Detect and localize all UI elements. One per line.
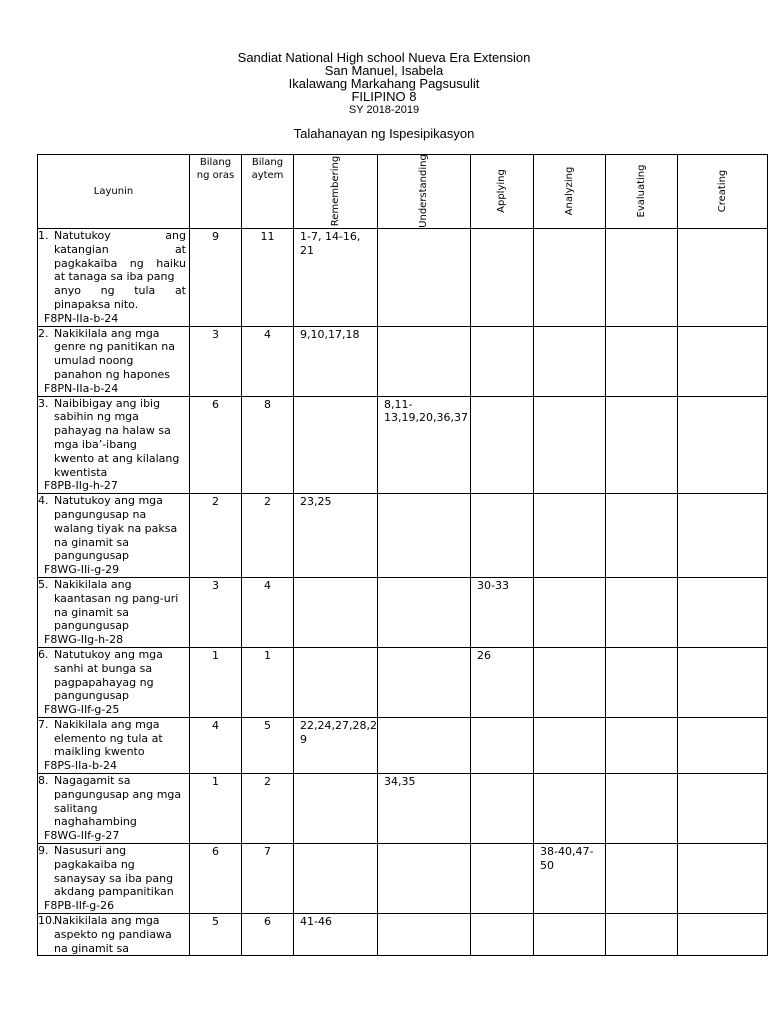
- objective-line: pinapaksa nito.: [54, 297, 139, 311]
- objective-line: pagkakaiba ng: [54, 857, 135, 871]
- objective-line: na ginamit sa: [54, 605, 130, 619]
- applying-cell: [471, 717, 534, 773]
- remembering-cell: 1-7, 14-16, 21: [294, 229, 378, 327]
- applying-cell: [471, 914, 534, 956]
- objective-cell: [38, 396, 190, 494]
- header-applying-label: Applying: [496, 169, 508, 213]
- objective-cell: [38, 717, 190, 773]
- objective-line: Natutukoy ang mga: [54, 647, 163, 661]
- items-cell: 8: [242, 396, 294, 494]
- table-row: [38, 494, 768, 578]
- remembering-cell: 41-46: [294, 914, 378, 956]
- objective-number: 1.: [38, 229, 49, 242]
- analyzing-cell: [534, 774, 606, 844]
- objective-cell: [38, 494, 190, 578]
- creating-cell: [678, 844, 768, 914]
- exam-title: Ikalawang Markahang Pagsusulit: [288, 76, 480, 91]
- objective-line: genre ng panitikan na: [54, 340, 175, 354]
- remembering-cell: [294, 647, 378, 717]
- objective-line: maikling kwento: [54, 745, 145, 759]
- applying-cell: [471, 326, 534, 396]
- objective-number: 7.: [38, 717, 49, 731]
- analyzing-cell: [534, 396, 606, 494]
- creating-cell: [678, 229, 768, 327]
- objective-line: sanhi at bunga sa: [54, 661, 153, 675]
- applying-cell: [471, 844, 534, 914]
- objective-number: 8.: [38, 774, 49, 788]
- objective-line: elemento ng tula at: [54, 731, 163, 745]
- header-creating-label: Creating: [716, 169, 728, 213]
- items-cell: 5: [242, 717, 294, 773]
- objective-number: 2.: [38, 326, 49, 340]
- objective-line: F8WG-IIi-g-29: [44, 563, 120, 577]
- header-remembering: [294, 155, 378, 229]
- objective-line: pagkakaiba ng haiku: [54, 256, 186, 270]
- evaluating-cell: [606, 647, 678, 717]
- objective-line: naghahambing: [54, 815, 137, 829]
- objective-line: Natutukoy ang mga: [54, 494, 163, 508]
- analyzing-cell: [534, 326, 606, 396]
- creating-cell: [678, 494, 768, 578]
- objective-line: pagpapahayag ng: [54, 675, 154, 689]
- objective-line: Nakikilala ang mga: [54, 326, 160, 340]
- header-items-line1: Bilang: [251, 157, 284, 168]
- creating-cell: [678, 396, 768, 494]
- objective-line: Natutukoy ang: [54, 229, 186, 242]
- hours-cell: 1: [190, 774, 242, 844]
- objective-text: [44, 647, 186, 717]
- remembering-cell: 22,24,27,28,29: [294, 717, 378, 773]
- understanding-cell: [378, 717, 471, 773]
- evaluating-cell: [606, 494, 678, 578]
- objective-line: aspekto ng pandiawa: [54, 927, 172, 941]
- objective-line: na ginamit sa: [54, 941, 130, 955]
- items-cell: 1: [242, 647, 294, 717]
- objective-line: Nagagamit sa: [54, 774, 131, 788]
- table-row: [38, 577, 768, 647]
- hours-cell: 9: [190, 229, 242, 327]
- evaluating-cell: [606, 914, 678, 956]
- school-location: San Manuel, Isabela: [324, 63, 444, 78]
- objective-line: kwento at ang kilalang: [54, 451, 180, 465]
- evaluating-cell: [606, 396, 678, 494]
- objective-number: 4.: [38, 494, 49, 508]
- objective-line: kaantasan ng pang-uri: [54, 591, 179, 605]
- items-cell: 7: [242, 844, 294, 914]
- objective-text: [44, 774, 186, 843]
- creating-cell: [678, 914, 768, 956]
- analyzing-cell: [534, 577, 606, 647]
- table-header-row: [38, 155, 768, 229]
- header-hours: [190, 155, 242, 229]
- header-items-line2: aytem: [251, 170, 284, 181]
- objective-line: Naibibigay ang ibig: [54, 396, 161, 410]
- understanding-cell: [378, 577, 471, 647]
- table-row: [38, 914, 768, 956]
- evaluating-cell: [606, 717, 678, 773]
- objective-text: [54, 914, 186, 955]
- understanding-cell: [378, 229, 471, 327]
- evaluating-cell: [606, 229, 678, 327]
- items-cell: 6: [242, 914, 294, 956]
- table-row: [38, 326, 768, 396]
- objective-line: umulad noong: [54, 354, 134, 368]
- objective-line: walang tiyak na paksa: [54, 521, 178, 535]
- understanding-cell: 8,11-13,19,20,36,37: [378, 396, 471, 494]
- objective-text: [44, 229, 186, 326]
- objective-line: katangian at: [54, 242, 186, 256]
- objective-line: anyo ng tula at: [54, 284, 186, 298]
- analyzing-cell: [534, 914, 606, 956]
- school-year: SY 2018-2019: [348, 104, 420, 116]
- objective-line: F8WG-IIg-h-28: [44, 633, 124, 647]
- objective-line: Nasusuri ang: [54, 844, 127, 858]
- objective-line: panahon ng hapones: [54, 367, 170, 381]
- objective-line: pangungusap: [54, 689, 130, 703]
- items-cell: 4: [242, 326, 294, 396]
- objective-line: F8PN-IIa-b-24: [44, 311, 119, 325]
- header-hours-line2: ng oras: [196, 170, 235, 181]
- objective-line: pangungusap na: [54, 507, 147, 521]
- objective-cell: [38, 577, 190, 647]
- table-row: [38, 774, 768, 844]
- remembering-cell: 9,10,17,18: [294, 326, 378, 396]
- header-applying: [471, 155, 534, 229]
- table-row: [38, 396, 768, 494]
- remembering-cell: 23,25: [294, 494, 378, 578]
- header-creating: [678, 155, 768, 229]
- objective-line: pangungusap: [54, 619, 130, 633]
- objective-cell: [38, 844, 190, 914]
- objective-line: kwentista: [54, 465, 108, 479]
- analyzing-cell: [534, 717, 606, 773]
- applying-cell: [471, 494, 534, 578]
- table-row: [38, 717, 768, 773]
- remembering-cell: [294, 844, 378, 914]
- objective-text: [44, 577, 186, 647]
- objective-cell: [38, 326, 190, 396]
- objective-line: mga iba’-ibang: [54, 437, 137, 451]
- objective-line: pangungusap ang mga: [54, 787, 182, 801]
- applying-cell: [471, 774, 534, 844]
- applying-cell: [471, 396, 534, 494]
- analyzing-cell: [534, 229, 606, 327]
- creating-cell: [678, 774, 768, 844]
- objective-line: akdang pampanitikan: [54, 885, 174, 899]
- items-cell: 2: [242, 494, 294, 578]
- specification-table: [37, 154, 768, 956]
- objective-line: pahayag na halaw sa: [54, 424, 171, 438]
- objective-cell: [38, 914, 190, 956]
- objective-line: Nakikilala ang mga: [54, 914, 160, 928]
- header-items: [242, 155, 294, 229]
- hours-cell: 3: [190, 326, 242, 396]
- understanding-cell: [378, 844, 471, 914]
- objective-number: 5.: [38, 577, 49, 591]
- items-cell: 11: [242, 229, 294, 327]
- understanding-cell: [378, 326, 471, 396]
- creating-cell: [678, 577, 768, 647]
- applying-cell: 26: [471, 647, 534, 717]
- objective-line: na ginamit sa: [54, 535, 130, 549]
- objective-line: F8PN-IIa-b-24: [44, 381, 119, 395]
- header-analyzing: [534, 155, 606, 229]
- creating-cell: [678, 717, 768, 773]
- objective-text: [44, 326, 186, 396]
- objective-cell: [38, 229, 190, 327]
- objective-line: Nakikilala ang mga: [54, 717, 160, 731]
- objective-line: Nakikilala ang: [54, 577, 132, 591]
- items-cell: 2: [242, 774, 294, 844]
- evaluating-cell: [606, 577, 678, 647]
- objective-text: [44, 844, 186, 913]
- objective-number: 3.: [38, 396, 49, 410]
- objective-number: 10.: [38, 914, 56, 928]
- objective-line: pangungusap: [54, 549, 130, 563]
- analyzing-cell: [534, 647, 606, 717]
- hours-cell: 5: [190, 914, 242, 956]
- remembering-cell: [294, 774, 378, 844]
- objective-cell: [38, 774, 190, 844]
- hours-cell: 3: [190, 577, 242, 647]
- objective-line: sanaysay sa iba pang: [54, 871, 174, 885]
- applying-cell: [471, 229, 534, 327]
- hours-cell: 2: [190, 494, 242, 578]
- header-remembering-label: Remembering: [329, 155, 341, 227]
- objective-line: F8PB-IIf-g-26: [44, 899, 115, 913]
- applying-cell: 30-33: [471, 577, 534, 647]
- objective-number: 9.: [38, 844, 49, 858]
- header-evaluating: [606, 155, 678, 229]
- table-title: Talahanayan ng Ispesipikasyon: [293, 126, 475, 141]
- remembering-cell: [294, 577, 378, 647]
- table-row: [38, 229, 768, 327]
- objective-number: 6.: [38, 647, 49, 661]
- analyzing-cell: 38-40,47-50: [534, 844, 606, 914]
- evaluating-cell: [606, 844, 678, 914]
- header-evaluating-label: Evaluating: [635, 164, 647, 218]
- objective-line: salitang: [54, 801, 98, 815]
- objective-line: F8PB-IIg-h-27: [44, 479, 118, 493]
- objective-line: F8PS-IIa-b-24: [44, 759, 118, 773]
- objective-cell: [38, 647, 190, 717]
- analyzing-cell: [534, 494, 606, 578]
- items-cell: 4: [242, 577, 294, 647]
- evaluating-cell: [606, 774, 678, 844]
- evaluating-cell: [606, 326, 678, 396]
- table-row: [38, 844, 768, 914]
- objective-text: [44, 494, 186, 577]
- understanding-cell: [378, 914, 471, 956]
- creating-cell: [678, 326, 768, 396]
- header-understanding: [378, 155, 471, 229]
- objective-line: F8WG-IIf-g-27: [44, 829, 120, 843]
- hours-cell: 1: [190, 647, 242, 717]
- header-analyzing-label: Analyzing: [563, 166, 575, 216]
- subject-title: FILIPINO 8: [351, 89, 417, 104]
- header-hours-line1: Bilang: [199, 157, 232, 168]
- hours-cell: 6: [190, 844, 242, 914]
- hours-cell: 4: [190, 717, 242, 773]
- objective-text: [44, 396, 186, 494]
- hours-cell: 6: [190, 396, 242, 494]
- understanding-cell: [378, 494, 471, 578]
- header-objective: Layunin: [38, 155, 190, 229]
- understanding-cell: 34,35: [378, 774, 471, 844]
- understanding-cell: [378, 647, 471, 717]
- school-name: Sandiat National High school Nueva Era Extension: [237, 50, 531, 65]
- objective-line: F8WG-IIf-g-25: [44, 703, 120, 717]
- objective-line: at tanaga sa iba pang: [54, 270, 175, 284]
- table-row: [38, 647, 768, 717]
- header-understanding-label: Understanding: [418, 154, 430, 228]
- objective-text: [44, 717, 186, 773]
- creating-cell: [678, 647, 768, 717]
- remembering-cell: [294, 396, 378, 494]
- objective-line: sabihin ng mga: [54, 410, 139, 424]
